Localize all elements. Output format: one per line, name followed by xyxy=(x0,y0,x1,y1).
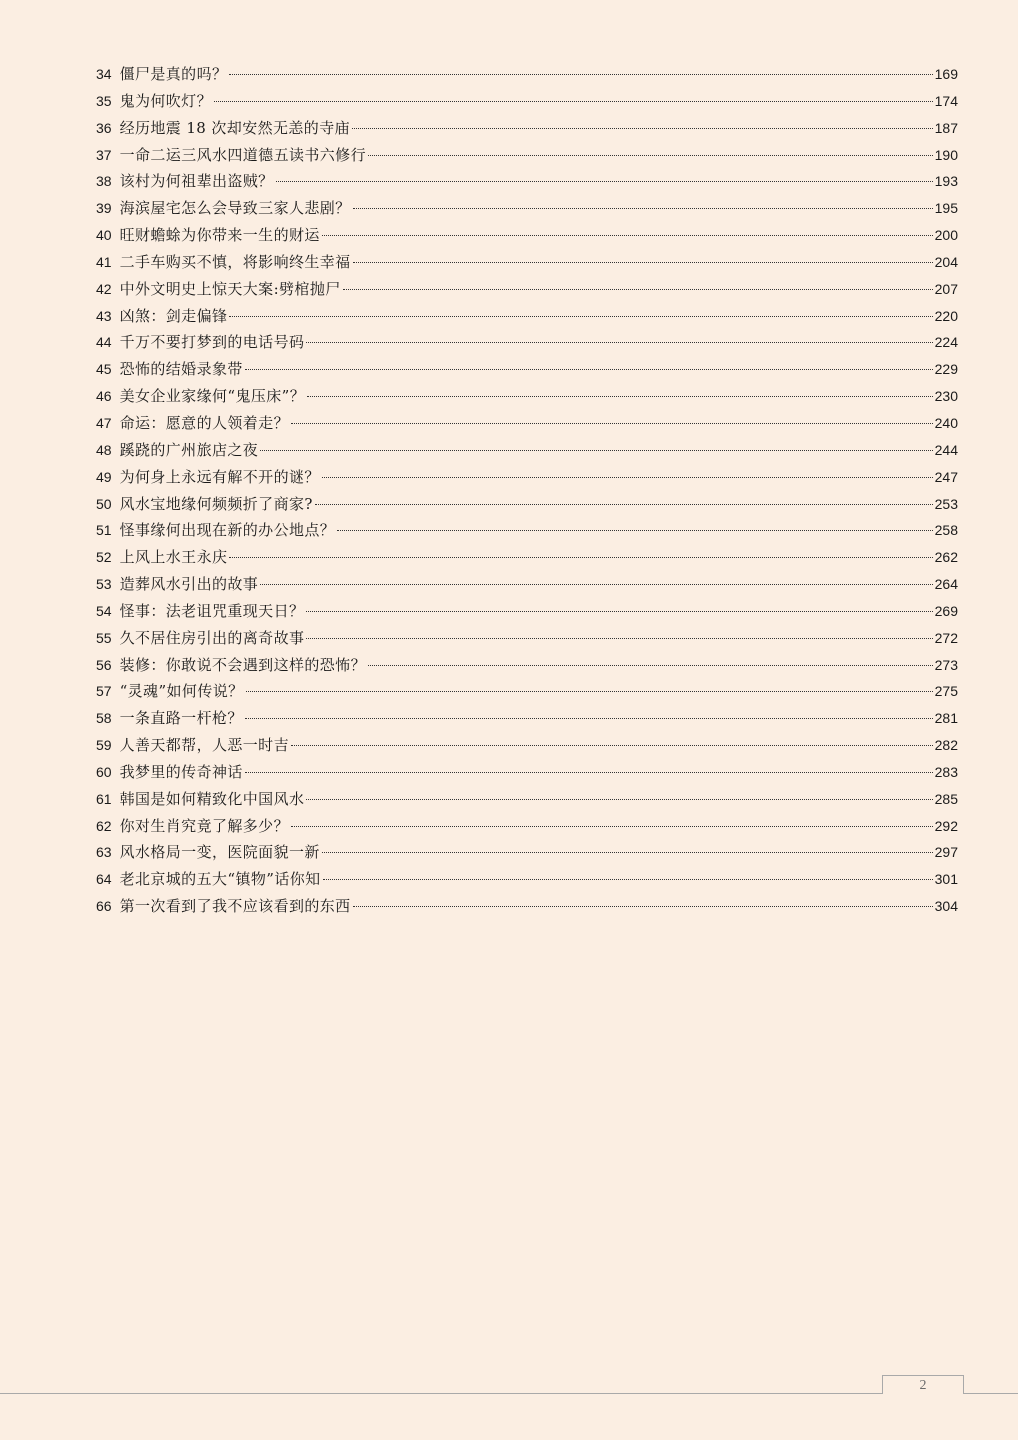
toc-entry-page: 285 xyxy=(934,790,958,807)
toc-entry-title: 人善天都帮，人恶一时吉 xyxy=(119,736,289,755)
toc-entry-number: 35 xyxy=(96,92,112,109)
toc-dot-leader xyxy=(229,74,932,75)
toc-entry-title: 海滨屋宅怎么会导致三家人悲剧？ xyxy=(119,199,351,218)
toc-entry-number: 41 xyxy=(96,253,112,270)
footer-rule xyxy=(0,1393,1018,1394)
toc-entry-page: 304 xyxy=(934,898,958,915)
toc-entry-title: 怪事：法老诅咒重现天日？ xyxy=(119,601,305,620)
toc-entry-page: 272 xyxy=(934,629,958,646)
toc-dot-leader xyxy=(260,584,932,585)
toc-dot-leader xyxy=(368,665,933,666)
toc-dot-leader xyxy=(306,611,932,612)
toc-dot-leader xyxy=(246,691,933,692)
toc-entry-number: 59 xyxy=(96,737,112,754)
toc-entry-number: 63 xyxy=(96,844,112,861)
toc-entry-page: 281 xyxy=(934,710,958,727)
toc-entry-number: 64 xyxy=(96,871,112,888)
toc-entry-title: 你对生肖究竟了解多少？ xyxy=(119,816,289,835)
toc-entry-page: 301 xyxy=(934,871,958,888)
toc-entry-number: 53 xyxy=(96,576,112,593)
toc-entry[interactable] xyxy=(96,437,958,464)
toc-entry-title: 造葬风水引出的故事 xyxy=(119,575,259,594)
toc-entry-title: “灵魂”如何传说？ xyxy=(119,682,244,701)
toc-entry-title: 我梦里的传奇神话 xyxy=(119,762,243,781)
toc-entry-number: 39 xyxy=(96,200,112,217)
toc-entry-number: 66 xyxy=(96,898,112,915)
toc-entry-number: 54 xyxy=(96,602,112,619)
toc-entry-title: 僵尸是真的吗？ xyxy=(119,65,228,83)
toc-entry-title: 恐怖的结婚录象带 xyxy=(119,360,243,379)
toc-entry-title: 久不居住房引出的离奇故事 xyxy=(119,628,305,647)
toc-entry-title: 第一次看到了我不应该看到的东西 xyxy=(119,897,351,916)
toc-entry-title: 怪事缘何出现在新的办公地点？ xyxy=(119,521,336,540)
toc-entry-page: 258 xyxy=(934,522,958,539)
toc-entry-page: 240 xyxy=(934,414,958,431)
toc-entry-number: 58 xyxy=(96,710,112,727)
toc-entry-title: 旺财蟾蜍为你带来一生的财运 xyxy=(119,226,320,245)
toc-entry-page: 204 xyxy=(934,253,958,270)
toc-entry[interactable] xyxy=(96,329,958,356)
toc-entry[interactable] xyxy=(96,61,958,88)
toc-entry-page: 224 xyxy=(934,334,958,351)
toc-entry[interactable] xyxy=(96,893,958,920)
toc-entry[interactable] xyxy=(96,652,958,679)
toc-entry-page: 273 xyxy=(934,656,958,673)
toc-entry-page: 283 xyxy=(934,763,958,780)
toc-dot-leader xyxy=(353,906,933,907)
toc-entry[interactable] xyxy=(96,195,958,222)
toc-entry[interactable] xyxy=(96,759,958,786)
toc-entry-page: 262 xyxy=(934,549,958,566)
toc-entry-page: 229 xyxy=(934,361,958,378)
toc-entry[interactable] xyxy=(96,88,958,115)
toc-entry[interactable] xyxy=(96,410,958,437)
toc-entry-title: 蹊跷的广州旅店之夜 xyxy=(119,440,259,459)
toc-entry-title: 命运：愿意的人领着走？ xyxy=(119,413,289,432)
toc-entry-number: 44 xyxy=(96,334,112,351)
toc-entry-number: 42 xyxy=(96,280,112,297)
toc-entry-page: 282 xyxy=(934,737,958,754)
toc-entry[interactable] xyxy=(96,115,958,142)
toc-entry-page: 195 xyxy=(934,200,958,217)
toc-dot-leader xyxy=(214,101,933,102)
toc-entry-page: 247 xyxy=(934,468,958,485)
toc-entry-title: 风水格局一变，医院面貌一新 xyxy=(119,843,320,862)
toc-entry-page: 297 xyxy=(934,844,958,861)
toc-entry[interactable] xyxy=(96,813,958,840)
toc-entry-title: 二手车购买不慎，将影响终生幸福 xyxy=(119,252,351,271)
toc-entry-title: 美女企业家缘何“鬼压床”？ xyxy=(119,387,306,406)
toc-entry[interactable] xyxy=(96,678,958,705)
toc-dot-leader xyxy=(306,638,932,639)
toc-dot-leader xyxy=(229,557,932,558)
toc-entry-number: 50 xyxy=(96,495,112,512)
toc-entry-page: 193 xyxy=(934,173,958,190)
toc-entry[interactable] xyxy=(96,491,958,518)
toc-dot-leader xyxy=(315,504,933,505)
toc-entry-page: 264 xyxy=(934,576,958,593)
toc-dot-leader xyxy=(245,718,933,719)
toc-dot-leader xyxy=(291,423,933,424)
toc-entry-number: 52 xyxy=(96,549,112,566)
toc-entry-title: 凶煞：剑走偏锋 xyxy=(119,306,228,325)
toc-dot-leader xyxy=(291,745,933,746)
toc-entry-page: 207 xyxy=(934,280,958,297)
toc-entry-title: 一命二运三风水四道德五读书六修行 xyxy=(119,145,366,164)
toc-entry-page: 220 xyxy=(934,307,958,324)
toc-entry-number: 48 xyxy=(96,441,112,458)
toc-entry-number: 57 xyxy=(96,683,112,700)
toc-entry-title: 上风上水王永庆 xyxy=(119,548,228,567)
toc-dot-leader xyxy=(322,235,933,236)
toc-entry[interactable] xyxy=(96,276,958,303)
toc-dot-leader xyxy=(323,879,933,880)
toc-entry[interactable] xyxy=(96,839,958,866)
toc-dot-leader xyxy=(306,799,932,800)
toc-entry-number: 49 xyxy=(96,468,112,485)
toc-dot-leader xyxy=(353,208,933,209)
toc-dot-leader xyxy=(245,369,933,370)
toc-entry-number: 40 xyxy=(96,227,112,244)
toc-entry-title: 老北京城的五大“镇物”话你知 xyxy=(119,870,321,889)
toc-entry-title: 中外文明史上惊天大案:劈棺抛尸 xyxy=(119,279,341,298)
toc-entry-page: 200 xyxy=(934,227,958,244)
toc-entry-title: 风水宝地缘何频频折了商家? xyxy=(119,494,313,513)
toc-entry-number: 55 xyxy=(96,629,112,646)
toc-entry-number: 36 xyxy=(96,119,112,136)
toc-dot-leader xyxy=(260,450,932,451)
toc-entry[interactable] xyxy=(96,866,958,893)
toc-entry[interactable] xyxy=(96,142,958,169)
toc-entry-page: 190 xyxy=(934,146,958,163)
toc-entry[interactable] xyxy=(96,464,958,491)
toc-dot-leader xyxy=(307,396,933,397)
toc-entry-title: 千万不要打梦到的电话号码 xyxy=(119,333,305,352)
toc-dot-leader xyxy=(337,530,932,531)
toc-entry[interactable] xyxy=(96,168,958,195)
toc-entry[interactable] xyxy=(96,383,958,410)
toc-entry-number: 43 xyxy=(96,307,112,324)
toc-entry-page: 169 xyxy=(934,66,958,82)
toc-entry-number: 34 xyxy=(96,66,112,82)
toc-entry-page: 230 xyxy=(934,388,958,405)
toc-entry[interactable] xyxy=(96,544,958,571)
toc-dot-leader xyxy=(353,262,933,263)
toc-dot-leader xyxy=(322,477,933,478)
toc-entry[interactable] xyxy=(96,517,958,544)
toc-entry-number: 61 xyxy=(96,790,112,807)
toc-dot-leader xyxy=(322,852,933,853)
toc-dot-leader xyxy=(245,772,933,773)
toc-entry[interactable] xyxy=(96,598,958,625)
toc-entry[interactable] xyxy=(96,732,958,759)
toc-entry-page: 187 xyxy=(934,119,958,136)
table-of-contents xyxy=(96,61,958,920)
toc-entry[interactable] xyxy=(96,571,958,598)
toc-dot-leader xyxy=(368,155,933,156)
toc-entry-page: 253 xyxy=(934,495,958,512)
toc-entry-number: 46 xyxy=(96,388,112,405)
toc-entry[interactable] xyxy=(96,249,958,276)
toc-entry[interactable] xyxy=(96,625,958,652)
toc-entry-page: 292 xyxy=(934,817,958,834)
toc-dot-leader xyxy=(343,289,933,290)
toc-entry[interactable] xyxy=(96,705,958,732)
toc-entry-title: 一条直路一杆枪？ xyxy=(119,709,243,728)
toc-entry-title: 经历地震 18 次却安然无恙的寺庙 xyxy=(119,118,351,137)
toc-entry-number: 45 xyxy=(96,361,112,378)
toc-entry-number: 60 xyxy=(96,763,112,780)
toc-entry-number: 56 xyxy=(96,656,112,673)
toc-entry-title: 该村为何祖辈出盗贼？ xyxy=(119,172,274,191)
page-number: 2 xyxy=(882,1375,964,1394)
toc-dot-leader xyxy=(291,826,933,827)
toc-entry-title: 韩国是如何精致化中国风水 xyxy=(119,789,305,808)
toc-entry[interactable] xyxy=(96,303,958,330)
toc-entry-title: 鬼为何吹灯？ xyxy=(119,91,212,110)
toc-entry-page: 244 xyxy=(934,441,958,458)
toc-entry-number: 37 xyxy=(96,146,112,163)
toc-entry-title: 为何身上永远有解不开的谜？ xyxy=(119,467,320,486)
toc-entry-number: 62 xyxy=(96,817,112,834)
toc-entry[interactable] xyxy=(96,786,958,813)
toc-entry-number: 47 xyxy=(96,414,112,431)
toc-entry-number: 51 xyxy=(96,522,112,539)
toc-entry-title: 装修：你敢说不会遇到这样的恐怖？ xyxy=(119,655,366,674)
toc-entry-number: 38 xyxy=(96,173,112,190)
toc-dot-leader xyxy=(276,181,933,182)
toc-dot-leader xyxy=(306,342,932,343)
toc-entry-page: 174 xyxy=(934,92,958,109)
toc-dot-leader xyxy=(229,316,932,317)
toc-entry-page: 275 xyxy=(934,683,958,700)
toc-entry-page: 269 xyxy=(934,602,958,619)
toc-entry[interactable] xyxy=(96,356,958,383)
toc-entry[interactable] xyxy=(96,222,958,249)
toc-dot-leader xyxy=(352,128,933,129)
